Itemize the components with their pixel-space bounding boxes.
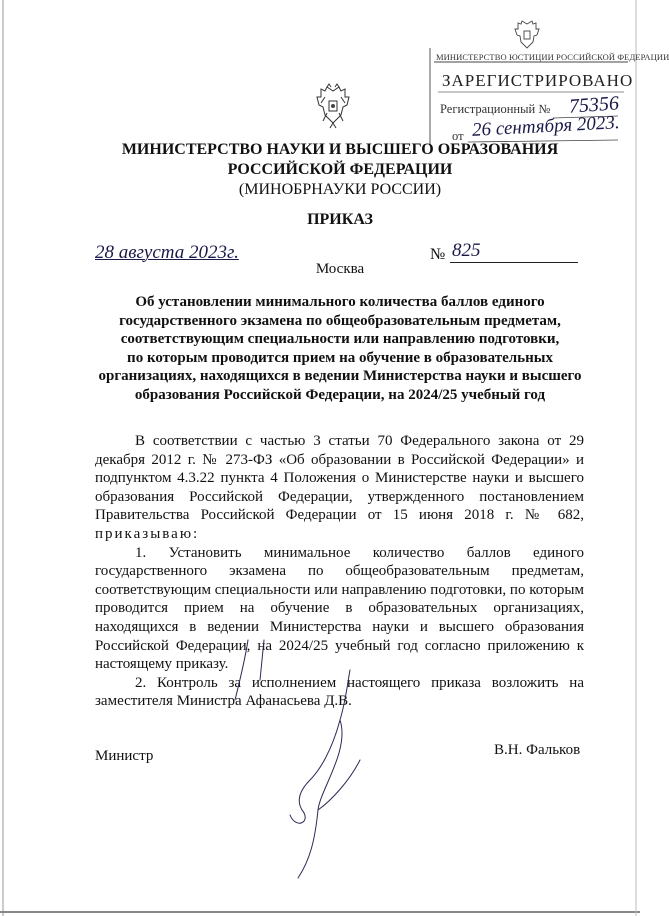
subject-line: образования Российской Федерации, на 2024/25 учебный год — [134, 386, 546, 403]
stamp-date-label: от — [452, 129, 464, 143]
order-word: приказываю: — [95, 525, 200, 542]
coat-of-arms-icon — [313, 83, 353, 129]
preamble-paragraph — [95, 432, 584, 544]
order-number-underline — [450, 262, 578, 263]
stamp-date: 26 сентября 2023. — [471, 112, 621, 141]
order-number-sign: № — [430, 246, 446, 263]
stamp-reg-number-label: Регистрационный № — [440, 102, 551, 116]
header-line-2: РОССИЙСКОЙ ФЕДЕРАЦИИ — [227, 161, 453, 178]
order-subject — [92, 293, 588, 405]
subject-line: Об установлении минимального количества баллов единого — [135, 294, 545, 310]
stamp-registered: ЗАРЕГИСТРИРОВАНО — [442, 71, 634, 90]
subject-line: соответствующим специальности или направлению подготовки, — [120, 331, 560, 348]
order-date: 28 августа 2023г. — [95, 242, 239, 263]
order-item-1: 1. Установить минимальное количество баллов единого государственного экзамена по общеобразовательным предметам, соответствующим специальности или направлению подготовки, по которым проводится прием на обучение в образовательных организациях, находящихся в ведении Министерства науки и высшего образования Российской Федерации, на 2024/25 учебный год согласно приложению к настоящему приказу. — [95, 544, 584, 673]
order-item-2: 2. Контроль за исполнением настоящего приказа возложить на заместителя Министра Афанасьева Д.В. — [95, 674, 584, 710]
stamp-coat-of-arms-icon — [512, 18, 542, 52]
signature-name: В.Н. Фальков — [494, 742, 581, 758]
stamp-ministry-name: МИНИСТЕРСТВО ЮСТИЦИИ РОССИЙСКОЙ ФЕДЕРАЦИИ — [436, 52, 669, 62]
subject-line: организациях, находящихся в ведении Министерства науки и высшего — [98, 368, 582, 385]
header-line-3: (МИНОБРНАУКИ РОССИИ) — [238, 181, 442, 198]
subject-line: государственного экзамена по общеобразовательным предметам, — [119, 312, 561, 329]
subject-line: по которым проводится прием на обучение в образовательных — [127, 349, 553, 366]
ministry-header — [90, 140, 590, 200]
signature-position: Министр — [95, 748, 154, 764]
preamble-text: В соответствии с частью 3 статьи 70 Федерального закона от 29 декабря 2012 г. № 273-ФЗ «Об образовании в Российской Федерации» и подпунктом 4.3.22 пункта 4 Положения о Министерстве науки и высшего образования Российской Федерации, утвержденного постановлением Правительства Российской Федерации от 15 июня 2018 г. № 682, — [95, 433, 584, 524]
order-city: Москва — [315, 261, 365, 277]
registration-stamp — [428, 18, 669, 148]
order-title: ПРИКАЗ — [307, 211, 373, 228]
handwritten-signature — [200, 560, 460, 890]
stamp-reg-number: 75356 — [568, 92, 620, 118]
order-number: 825 — [452, 240, 481, 261]
header-line-1: МИНИСТЕРСТВО НАУКИ И ВЫСШЕГО ОБРАЗОВАНИЯ — [121, 141, 559, 158]
